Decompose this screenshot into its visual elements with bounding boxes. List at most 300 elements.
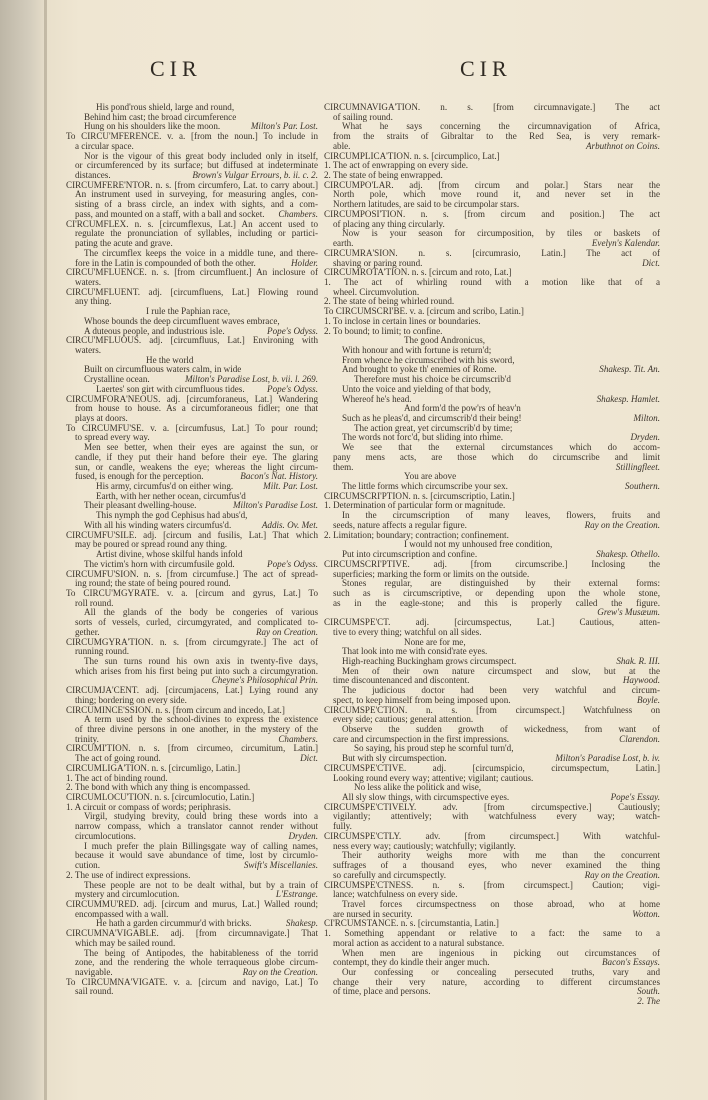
citation-author: Bacon's Essays. bbox=[601, 957, 660, 968]
line-text: may be poured or spread round any thing. bbox=[75, 539, 228, 550]
text-line bbox=[324, 550, 660, 560]
citation-author: Shakesp. bbox=[285, 918, 318, 929]
line-text: waters. bbox=[75, 276, 102, 287]
citation-author: Bacon's Nat. History. bbox=[240, 471, 318, 482]
line-text: The victim's horn with circumfusile gold. bbox=[84, 558, 235, 569]
text-line bbox=[66, 628, 318, 638]
line-text: CIRCUMJA'CENT. adj. [circumjacens, Lat.] Lying round any bbox=[66, 686, 318, 696]
line-text: CIRCUMRA'SION. n. s. [circumrasio, Latin.] The act of bbox=[324, 248, 660, 258]
text-line bbox=[66, 871, 318, 881]
line-text: CIRCUMROTA'TION. n. s. [circum and roto, Lat.] bbox=[324, 267, 512, 278]
line-text: A duteous people, and industrious isle. bbox=[84, 325, 225, 336]
line-text: Their pleasant dwelling-house. bbox=[84, 500, 197, 511]
line-text: gether. bbox=[75, 626, 100, 637]
citation-author: Grew's Musæum. bbox=[597, 607, 660, 618]
text-line bbox=[324, 987, 660, 997]
text-line bbox=[66, 842, 318, 852]
text-line bbox=[66, 657, 318, 667]
line-text: I much prefer the plain Billingsgate way of calling names, bbox=[84, 841, 318, 851]
line-text: The good Andronicus, bbox=[404, 335, 486, 346]
entry-headword-line bbox=[324, 803, 660, 813]
running-head-right: CIR bbox=[460, 56, 512, 81]
citation-author: Shak. R. III. bbox=[616, 655, 660, 666]
line-text: tive to every thing; watchful on all sides. bbox=[333, 626, 482, 637]
line-text: sisting of a brass circle, an index with sights, and a com- bbox=[75, 200, 318, 210]
line-text: circumlocutions. bbox=[75, 830, 136, 841]
line-text: of placing any thing circularly. bbox=[333, 218, 445, 229]
line-text: CIRCU'MFLUOUS. adj. [circumfluus, Lat.] Environing with bbox=[66, 336, 318, 346]
text-line bbox=[324, 453, 660, 463]
text-line bbox=[66, 803, 318, 813]
text-line bbox=[324, 579, 660, 589]
line-text: which may be sailed round. bbox=[75, 937, 176, 948]
entry-headword-line bbox=[324, 268, 660, 278]
text-line bbox=[324, 239, 660, 249]
line-text: CIRCUMFU'SION. n. s. [from circumfuse.] The act of spread- bbox=[66, 569, 318, 579]
line-text: CIRCUMSPE'CT. adj. [circumspectus, Lat.] Cautious, atten- bbox=[324, 618, 660, 628]
line-text: CIRCUMLOCU'TION. n. s. [circumlocutio, Latin.] bbox=[66, 792, 255, 803]
line-text: Men of their own nature circumspect and slow, but at the bbox=[342, 666, 660, 676]
line-text: CIRCUMPOSI'TION. n. s. [from circum and position.] The act bbox=[324, 209, 660, 219]
citation-author: South. bbox=[637, 986, 660, 997]
line-text: CIRCUMSCRI'PTIVE. adj. [from circumscribe.] Inclosing the bbox=[324, 559, 660, 569]
line-text: CI'RCUMSTANCE. n. s. [circumstantia, Latin.] bbox=[324, 918, 499, 929]
line-text: them. bbox=[333, 461, 354, 472]
line-text: CIRCUMFU'SILE. adj. [circum and fusilis, Lat.] That which bbox=[66, 530, 318, 540]
text-line bbox=[324, 122, 660, 132]
text-line bbox=[66, 608, 318, 618]
entry-headword-line bbox=[66, 395, 318, 405]
line-text: because it would save abundance of time, lost by circumlo- bbox=[75, 851, 318, 861]
text-line bbox=[66, 939, 318, 949]
line-text: So saying, his proud step he scornful turn'd, bbox=[354, 743, 514, 754]
line-text: ing round; the state of being poured round. bbox=[75, 578, 231, 589]
line-text: so carefully and circumspectly. bbox=[333, 869, 447, 880]
citation-author: Holder. bbox=[290, 257, 318, 268]
text-line bbox=[324, 812, 660, 822]
text-line bbox=[324, 851, 660, 861]
line-text: CIRCUMFERE'NTOR. n. s. [from circumfero, Lat. to carry about.] bbox=[66, 180, 318, 190]
line-text: You are above bbox=[404, 471, 457, 482]
line-text: superficies; marking the form or limits on the outside. bbox=[333, 568, 530, 579]
line-text: Looking round every way; attentive; vigilant; cautious. bbox=[333, 772, 534, 783]
citation-author: Arbuthnot on Coins. bbox=[585, 140, 660, 151]
line-text: CI'RCUMFLEX. n. s. [circumflexus, Lat.] An accent used to bbox=[66, 219, 318, 229]
line-text: His pond'rous shield, large and round, bbox=[96, 102, 235, 112]
line-text: CIRCUMINCE'SSION. n. s. [from circum and incedo, Lat.] bbox=[66, 704, 285, 715]
line-text: CIRCUMI'TION. n. s. [from circumeo, circumitum, Latin.] bbox=[66, 744, 318, 754]
line-text: earth. bbox=[333, 238, 354, 249]
text-line bbox=[66, 560, 318, 570]
citation-author: Stillingfleet. bbox=[615, 461, 660, 472]
text-line bbox=[66, 210, 318, 220]
line-text: wheel. Circumvolution. bbox=[333, 286, 420, 297]
line-text: pany mens acts, are those which do circumscribe and limit bbox=[333, 452, 660, 462]
citation-author: Milt. Par. Lost. bbox=[263, 481, 318, 492]
line-text: The little forms which circumscribe your sex. bbox=[342, 481, 508, 492]
line-text: To CIRCUMNA'VIGATE. v. a. [circum and navigo, Lat.] To bbox=[66, 977, 318, 987]
citation-author: Pope's Odyss. bbox=[267, 325, 318, 336]
citation-author: Dryden. bbox=[630, 432, 660, 443]
citation-author: Wotton. bbox=[632, 908, 660, 919]
line-text: He hath a garden circummur'd with bricks. bbox=[96, 918, 252, 929]
line-text: And brought to yoke th' enemies of Rome. bbox=[342, 364, 497, 375]
line-text: regulate the pronunciation of syllables, including or partici- bbox=[75, 229, 318, 239]
text-line bbox=[66, 453, 318, 463]
text-line bbox=[324, 113, 660, 123]
line-text: of three divine persons in one another, in the mystery of the bbox=[75, 725, 318, 734]
line-text: a circular space. bbox=[75, 140, 134, 151]
line-text: fully. bbox=[333, 821, 352, 832]
text-line bbox=[324, 754, 660, 764]
line-text: every side; cautious; general attention. bbox=[333, 714, 474, 725]
line-text: Men see better, when their eyes are against the sun, or bbox=[84, 443, 318, 453]
text-line bbox=[324, 696, 660, 706]
line-text: The words not forc'd, but sliding into rhime. bbox=[342, 432, 504, 443]
citation-author: Dryden. bbox=[288, 830, 318, 841]
line-text: waters. bbox=[75, 344, 102, 355]
text-line bbox=[324, 890, 660, 900]
line-text: CIRCUMFORA'NEOUS. adj. [circumforaneus, Lat.] Wandering bbox=[66, 394, 318, 404]
text-line bbox=[66, 521, 318, 531]
line-text: roll round. bbox=[75, 597, 114, 608]
line-text: To CIRCUMFU'SE. v. a. [circumfusus, Lat.] To pour round; bbox=[66, 423, 318, 433]
line-text: pating the acute and grave. bbox=[75, 238, 173, 249]
line-text: 2. The state of being enwrapped. bbox=[324, 170, 443, 181]
line-text: 1. The act of binding round. bbox=[66, 772, 168, 783]
citation-author: Milton's Paradise Lost, b. vii. l. 269. bbox=[184, 374, 318, 385]
line-text: CIRCUMSPE'CTLY. adv. [from circumspect.] With watchful- bbox=[324, 831, 660, 841]
line-text: care and circumspection in the first impressions. bbox=[333, 733, 510, 744]
line-text: fore in the Latin is compounded of both the other. bbox=[75, 257, 256, 268]
text-line bbox=[66, 152, 318, 162]
line-text: Earth, with her nether ocean, circumfus'd bbox=[96, 490, 246, 501]
line-text: Travel forces circumspectness on those abroad, who at home bbox=[342, 899, 660, 909]
line-text: Built on circumfluous waters calm, in wide bbox=[84, 364, 242, 375]
line-text: The judicious doctor had been very watchful and circum- bbox=[342, 686, 660, 696]
text-line bbox=[66, 890, 318, 900]
entry-headword-line bbox=[66, 220, 318, 230]
line-text: running round. bbox=[75, 646, 130, 657]
line-text: any thing. bbox=[75, 296, 112, 307]
line-text: That look into me with consid'rate eyes. bbox=[342, 646, 488, 657]
text-line bbox=[66, 968, 318, 978]
line-text: change their very nature, according to different circumstances bbox=[333, 977, 660, 987]
line-text: When men are ingenious in picking out circumstances of bbox=[342, 948, 660, 958]
citation-author: Dict. bbox=[300, 753, 318, 764]
line-text: Artist divine, whose skilful hands infold bbox=[96, 549, 243, 560]
text-line bbox=[66, 142, 318, 152]
text-line bbox=[66, 919, 318, 929]
line-text: CIRCUMNA'VIGABLE. adj. [from circumnavigate.] That bbox=[66, 929, 318, 939]
line-text: Whereof he's head. bbox=[342, 393, 412, 404]
text-line bbox=[324, 715, 660, 725]
line-text: lance; watchfulness on every side. bbox=[333, 889, 458, 900]
text-line bbox=[66, 443, 318, 453]
citation-author: Ray on the Creation. bbox=[584, 519, 660, 530]
line-text: I would not my unhoused free condition, bbox=[404, 539, 553, 550]
entry-headword-line bbox=[66, 268, 318, 278]
line-text: Put into circumscription and confine. bbox=[342, 549, 478, 560]
line-text: sail round. bbox=[75, 986, 114, 997]
text-line bbox=[324, 676, 660, 686]
text-line bbox=[66, 433, 318, 443]
text-line bbox=[324, 463, 660, 473]
line-text: These people are not to be dealt withal, but by a train of bbox=[84, 880, 318, 890]
line-text: candle, if they put their hand before their eye. The glaring bbox=[75, 452, 318, 462]
line-text: CIRCUMLIGA'TION. n. s. [circumligo, Latin.] bbox=[66, 762, 241, 773]
text-line bbox=[66, 676, 318, 686]
line-text: To CIRCU'MFERENCE. v. a. [from the noun.] To include in bbox=[66, 132, 318, 142]
citation-author: Shakesp. Tit. An. bbox=[599, 364, 660, 375]
text-line bbox=[324, 608, 660, 618]
line-text: distances. bbox=[75, 170, 111, 181]
citation-author: Milton's Par. Lost. bbox=[250, 121, 318, 132]
citation-author: Ray on Creation. bbox=[255, 626, 318, 637]
text-line bbox=[66, 715, 318, 725]
text-line bbox=[324, 822, 660, 832]
line-text: sun, or candle, weakens the eye; whereas the light circum- bbox=[75, 462, 318, 472]
citation-author: Dict. bbox=[642, 257, 660, 268]
line-text: 2. Limitation; boundary; contraction; confinement. bbox=[324, 529, 509, 540]
line-text: Observe the sudden growth of wickedness, from want of bbox=[342, 725, 660, 734]
line-text: A term used by the school-divines to express the existence bbox=[84, 715, 318, 725]
line-text: are nursed in security. bbox=[333, 908, 413, 919]
citation-author: Boyle. bbox=[637, 694, 660, 705]
citation-author: Addis. Ov. Met. bbox=[261, 519, 318, 530]
text-line bbox=[66, 327, 318, 337]
entry-headword-line bbox=[66, 336, 318, 346]
text-line bbox=[66, 647, 318, 657]
line-text: pass, and mounted on a staff, with a ball and socket. bbox=[75, 208, 265, 219]
line-text: None are for me, bbox=[404, 636, 466, 647]
left-column bbox=[66, 103, 318, 997]
text-line bbox=[324, 842, 660, 852]
text-line bbox=[66, 832, 318, 842]
line-text: He the world bbox=[146, 354, 194, 365]
line-text: Crystalline ocean. bbox=[84, 374, 150, 385]
text-line bbox=[66, 579, 318, 589]
text-line bbox=[66, 278, 318, 288]
line-text: ness every way; cautiously; watchfully; vigilantly. bbox=[333, 840, 516, 851]
line-text: What he says concerning the circumnavigation of Africa, bbox=[342, 122, 660, 132]
citation-author: Ray on the Creation. bbox=[584, 869, 660, 880]
line-text: sorts of vessels, curled, circumgyrated, and complicated to- bbox=[75, 618, 318, 628]
line-text: spect, to keep himself from being imposed upon. bbox=[333, 694, 511, 705]
line-text: And form'd the pow'rs of heav'n bbox=[404, 403, 521, 414]
text-line bbox=[324, 220, 660, 230]
line-text: 1. Determination of particular form or magnitude. bbox=[324, 500, 506, 511]
line-text: The being of Antipodes, the habitableness of the torrid bbox=[84, 948, 318, 958]
line-text: CIRCUMGYRA'TION. n. s. [from circumgyrate.] The act of bbox=[66, 637, 318, 647]
line-text: CIRCUMSPE'CTNESS. n. s. [from circumspect.] Caution; vigi- bbox=[324, 880, 660, 890]
line-text: All the glands of the body be congeries of various bbox=[84, 608, 318, 618]
line-text: His army, circumfus'd on either wing. bbox=[96, 481, 234, 492]
line-text: Virgil, studying brevity, could bring these words into a bbox=[84, 812, 318, 822]
line-text: 2. The bond with which any thing is encompassed. bbox=[66, 782, 251, 793]
line-text: CIRCU'MFLUENT. adj. [circumfluens, Lat.] Flowing round bbox=[66, 287, 318, 297]
text-line bbox=[66, 949, 318, 959]
text-line bbox=[324, 443, 660, 453]
line-text: Such as he pleas'd, and circumscrib'd their being! bbox=[342, 413, 522, 423]
line-text: from house to house. As a circumforaneous fidler; one that bbox=[75, 404, 318, 414]
entry-headword-line bbox=[66, 706, 318, 716]
line-text: But with sly circumspection. bbox=[342, 753, 447, 764]
line-text: 2. The use of indirect expressions. bbox=[66, 869, 191, 880]
citation-author: Shakesp. Othello. bbox=[596, 549, 660, 560]
text-line bbox=[66, 259, 318, 269]
entry-headword-line bbox=[324, 919, 660, 929]
text-line bbox=[66, 735, 318, 745]
text-line bbox=[324, 589, 660, 599]
line-text: shaving or paring round. bbox=[333, 257, 423, 268]
line-text: To CIRCU'MGYRATE. v. a. [circum and gyrus, Lat.] To bbox=[66, 588, 318, 598]
line-text: time discountenanced and discontent. bbox=[333, 675, 470, 686]
citation-author: Evelyn's Kalendar. bbox=[591, 238, 660, 249]
line-text: This nymph the god Cephisus had abus'd, bbox=[96, 510, 248, 521]
line-text: CIRCUMNAVIGA'TION. n. s. [from circumnavigate.] The act bbox=[324, 103, 660, 112]
line-text: The sun turns round his own axis in twenty-five days, bbox=[84, 656, 318, 666]
text-line bbox=[66, 414, 318, 424]
entry-headword-line bbox=[66, 181, 318, 191]
line-text: The circumflex keeps the voice in a middle tune, and there- bbox=[84, 248, 318, 258]
line-text: of sailing round. bbox=[333, 111, 393, 122]
line-text: No less alike the politick and wise, bbox=[354, 782, 482, 793]
line-text: 1. To inclose in certain lines or boundaries. bbox=[324, 315, 481, 326]
citation-author: Milton's Paradise Lost. bbox=[232, 500, 318, 511]
text-line bbox=[324, 570, 660, 580]
line-text: To CIRCUMSCRI'BE. v. a. [circum and scribo, Latin.] bbox=[324, 306, 524, 317]
line-text: narrow compass, which a translator cannot render without bbox=[75, 822, 318, 832]
line-text: Behind him cast; the broad circumference bbox=[84, 111, 237, 122]
line-text: 2. To bound; to limit; to confine. bbox=[324, 325, 443, 336]
line-text: The action great, yet circumscrib'd by time; bbox=[354, 422, 513, 433]
line-text: From whence he circumscribed with his sword, bbox=[342, 354, 515, 365]
line-text: seeds, nature affects a regular figure. bbox=[333, 519, 467, 530]
line-text: With honour and with fortune is return'd; bbox=[342, 344, 492, 355]
citation-author: Shakesp. Hamlet. bbox=[596, 393, 660, 404]
line-text: to spread every way. bbox=[75, 432, 150, 443]
text-line bbox=[324, 793, 660, 803]
line-text: encompassed with a wall. bbox=[75, 908, 169, 919]
citation-author: Haywood. bbox=[622, 675, 660, 686]
citation-author: L'Estrange. bbox=[275, 889, 318, 900]
text-line bbox=[324, 968, 660, 978]
text-line bbox=[66, 599, 318, 609]
line-text: Our confessing or concealing persecuted truths, vary and bbox=[342, 967, 660, 977]
line-text: The act of going round. bbox=[75, 753, 161, 764]
text-line bbox=[66, 987, 318, 997]
running-head-left: CIR bbox=[150, 56, 202, 81]
text-line bbox=[66, 385, 318, 395]
text-line bbox=[66, 190, 318, 200]
line-text: vigilantly; attentively; with watchfulness every way; watch- bbox=[333, 812, 660, 822]
right-column bbox=[324, 103, 660, 1007]
line-text: In the circumscription of many leaves, flowers, fruits and bbox=[342, 511, 660, 521]
citation-author: Chambers. bbox=[278, 208, 318, 219]
line-text: which arises from his first being put into such a circumgyration. bbox=[75, 666, 318, 676]
line-text: of time, place and persons. bbox=[333, 986, 431, 997]
line-text: I rule the Paphian race, bbox=[146, 306, 231, 317]
line-text: moral action as accident to a natural substance. bbox=[333, 937, 505, 948]
line-text: navigable. bbox=[75, 966, 113, 977]
line-text: zone, and the rendering the whole terraqueous globe circum- bbox=[75, 958, 318, 968]
text-line bbox=[324, 657, 660, 667]
line-text: Whose bounds the deep circumfluent waves embrace, bbox=[84, 315, 280, 326]
text-line bbox=[66, 812, 318, 822]
line-text: With all his winding waters circumfus'd. bbox=[84, 519, 232, 530]
line-text: Now is your season for circumposition, by tiles or baskets of bbox=[342, 229, 660, 239]
text-line bbox=[324, 327, 660, 337]
line-text: CIRCUMPO'LAR. adj. [from circum and polar.] Stars near the bbox=[324, 180, 660, 190]
text-line bbox=[324, 958, 660, 968]
citation-author: Pope's Odyss. bbox=[267, 383, 318, 394]
line-text: 1. Something appendant or relative to a fact: the same to a bbox=[324, 929, 660, 939]
line-text: CIRCUMSCRI'PTION. n. s. [circumscriptio, Latin.] bbox=[324, 490, 515, 501]
line-text: 1. The act of enwrapping on every side. bbox=[324, 160, 469, 171]
citation-author: Swift's Miscellanies. bbox=[243, 860, 318, 871]
text-line bbox=[324, 171, 660, 181]
citation-author: 2. The bbox=[637, 996, 660, 1007]
line-text: mystery and circumlocution. bbox=[75, 889, 180, 900]
line-text: CIRCUMSPE'CTIVELY. adv. [from circumspective.] Cautiously; bbox=[324, 802, 660, 812]
line-text: CIRCUMPLICA'TION. n. s. [circumplico, Lat.] bbox=[324, 150, 500, 161]
citation-author: Milton. bbox=[633, 413, 660, 423]
text-line bbox=[66, 171, 318, 181]
line-text: Therefore must his choice be circumscrib'd bbox=[354, 374, 511, 385]
line-text: 1. The act of whirling round with a motion like that of a bbox=[324, 277, 660, 287]
line-text: CIRCUMSPE'CTIVE. adj. [circumspicio, circumspectum, Latin.] bbox=[324, 763, 660, 773]
line-text: from the straits of Gibraltar to the Red Sea, is very remark- bbox=[333, 132, 660, 142]
line-text: Laertes' son girt with circumfluous tides. bbox=[96, 383, 245, 394]
text-line bbox=[66, 239, 318, 249]
citation-author: Pope's Essay. bbox=[610, 792, 660, 803]
line-text: cution. bbox=[75, 860, 101, 871]
line-text: Northern latitudes, are said to be circumpolar stars. bbox=[333, 199, 520, 210]
text-line bbox=[324, 501, 660, 511]
line-text: such as is circumscriptive, or depending upon the whole stone, bbox=[333, 588, 660, 598]
text-line bbox=[324, 939, 660, 949]
line-text: Stones regular, are distinguished by their external forms: bbox=[342, 579, 660, 589]
line-text: All sly slow things, with circumspective eyes. bbox=[342, 792, 510, 803]
line-text: CIRCUMMU'RED. adj. [circum and murus, Lat.] Walled round; bbox=[66, 899, 318, 909]
line-text: plays at doors. bbox=[75, 413, 128, 423]
line-text: as in the eagle-stone; and this is properly called the figure. bbox=[333, 598, 660, 608]
line-text: Nor is the vigour of this great body included only in itself, bbox=[84, 151, 318, 161]
line-text: fused, is enough for the perception. bbox=[75, 471, 204, 482]
text-line bbox=[324, 871, 660, 881]
citation-author: Southern. bbox=[624, 481, 660, 492]
line-text: Their authority weighs more with me than the concurrent bbox=[342, 851, 660, 861]
text-line bbox=[324, 433, 660, 443]
line-text: An instrument used in surveying, for measuring angles, con- bbox=[75, 190, 318, 200]
line-text: Unto the voice and yielding of that body, bbox=[342, 383, 491, 394]
citation-author: Milton's Paradise Lost, b. iv. bbox=[555, 753, 660, 764]
entry-headword-line bbox=[324, 181, 660, 191]
text-line bbox=[324, 997, 660, 1007]
line-text: 1. A circuit or compass of words; periphrasis. bbox=[66, 801, 231, 812]
line-text: CIRCU'MFLUENCE. n. s. [from circumfluent.] An inclosure of bbox=[66, 268, 318, 278]
line-text: thing; bordering on every side. bbox=[75, 694, 187, 705]
line-text: North pole, which move round it, and never set in the bbox=[333, 190, 660, 200]
line-text: contempt, they do kindle their anger much. bbox=[333, 957, 490, 968]
line-text: trinity. bbox=[75, 733, 99, 744]
line-text: Hung on his shoulders like the moon. bbox=[84, 121, 221, 132]
line-text: CIRCUMSPE'CTION. n. s. [from circumspect.] Watchfulness on bbox=[324, 705, 660, 715]
citation-author: Chambers. bbox=[278, 733, 318, 744]
line-text: 2. The state of being whirled round. bbox=[324, 296, 455, 307]
line-text: able. bbox=[333, 140, 351, 151]
